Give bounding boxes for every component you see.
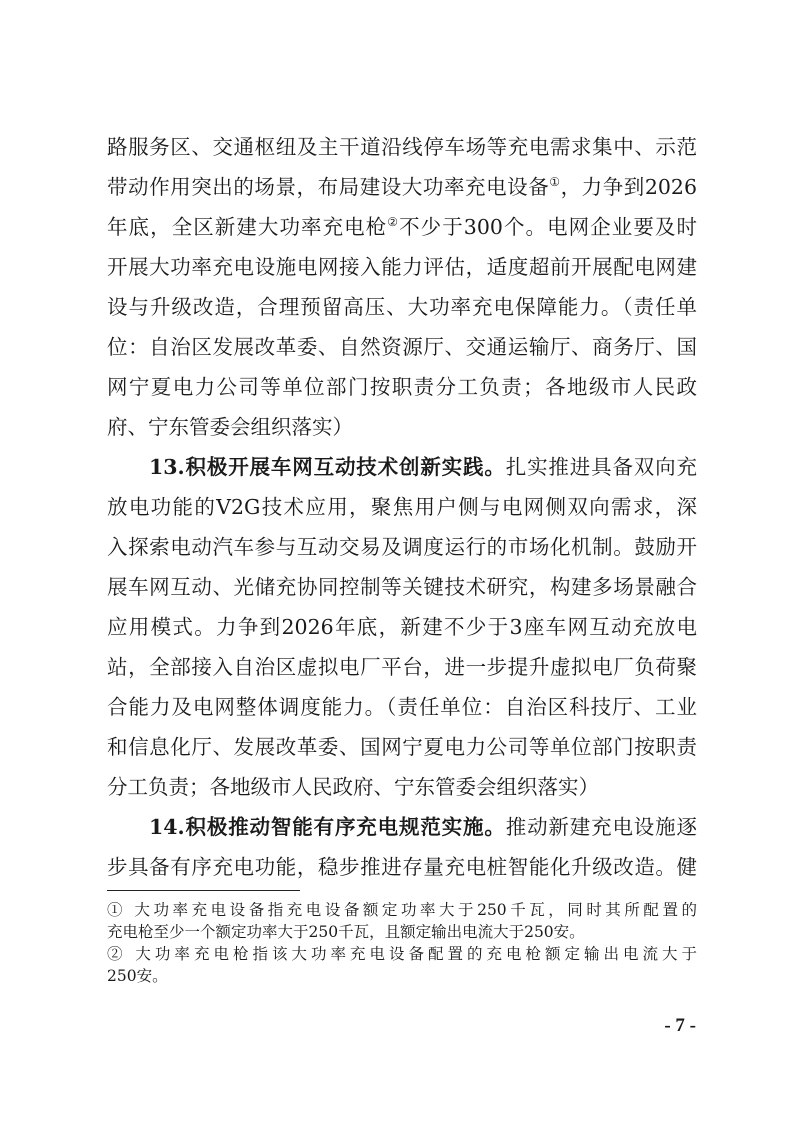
paragraph-line: 入探索电动汽车参与互动交易及调度运行的市场化机制。鼓励开 xyxy=(107,535,697,559)
paragraph-line: 步具备有序充电功能，稳步推进存量充电桩智能化升级改造。健 xyxy=(107,855,697,879)
paragraph-line: 网宁夏电力公司等单位部门按职责分工负责；各地级市人民政 xyxy=(107,375,697,399)
paragraph-line: 放电功能的V2G技术应用，聚焦用户侧与电网侧双向需求，深 xyxy=(107,495,697,519)
paragraph-line: 府、宁东管委会组织落实） xyxy=(107,415,353,439)
paragraph-line: 展车网互动、光储充协同控制等关键技术研究，构建多场景融合 xyxy=(107,575,697,599)
paragraph-line: 开展大功率充电设施电网接入能力评估，适度超前开展配电网建 xyxy=(107,255,697,279)
paragraph-line: 合能力及电网整体调度能力。（责任单位：自治区科技厅、工业 xyxy=(107,695,697,719)
footnote-ref-2[interactable]: ② xyxy=(387,215,400,230)
footnote-divider xyxy=(107,890,300,891)
section-heading-13: 13.积极开展车网互动技术创新实践。 xyxy=(149,455,506,479)
page-number: - 7 - xyxy=(664,1015,696,1036)
footnote-line: 充电枪至少一个额定功率大于250千瓦，且额定输出电流大于250安。 xyxy=(107,923,585,941)
paragraph-line: 路服务区、交通枢纽及主干道沿线停车场等充电需求集中、示范 xyxy=(107,135,697,159)
footnote-line: 250安。 xyxy=(107,967,168,985)
body-text xyxy=(107,127,697,887)
paragraph-line: 和信息化厅、发展改革委、国网宁夏电力公司等单位部门按职责 xyxy=(107,735,697,759)
paragraph-line: 13.积极开展车网互动技术创新实践。扎实推进具备双向充 xyxy=(149,455,697,479)
paragraph-line: 位：自治区发展改革委、自然资源厅、交通运输厅、商务厅、国 xyxy=(107,335,697,359)
footnote-ref-1[interactable]: ① xyxy=(549,175,561,190)
paragraph-line: 年底，全区新建大功率充电枪②不少于300个。电网企业要及时 xyxy=(107,215,697,239)
paragraph-line: 应用模式。力争到2026年底，新建不少于3座车网互动充放电 xyxy=(107,615,697,639)
footnote-line: ② 大功率充电枪指该大功率充电设备配置的充电枪额定输出电流大于 xyxy=(107,945,697,963)
paragraph-line: 站，全部接入自治区虚拟电厂平台，进一步提升虚拟电厂负荷聚 xyxy=(107,655,697,679)
paragraph-line: 带动作用突出的场景，布局建设大功率充电设备①，力争到2026 xyxy=(107,175,698,199)
footnote-line: ① 大功率充电设备指充电设备额定功率大于250千瓦，同时其所配置的 xyxy=(107,901,697,919)
paragraph-line: 分工负责；各地级市人民政府、宁东管委会组织落实） xyxy=(107,775,599,799)
section-heading-14: 14.积极推动智能有序充电规范实施。 xyxy=(149,815,506,839)
paragraph-line: 14.积极推动智能有序充电规范实施。推动新建充电设施逐 xyxy=(149,815,697,839)
footnotes xyxy=(107,899,697,987)
paragraph-line: 设与升级改造，合理预留高压、大功率充电保障能力。（责任单 xyxy=(107,295,697,319)
